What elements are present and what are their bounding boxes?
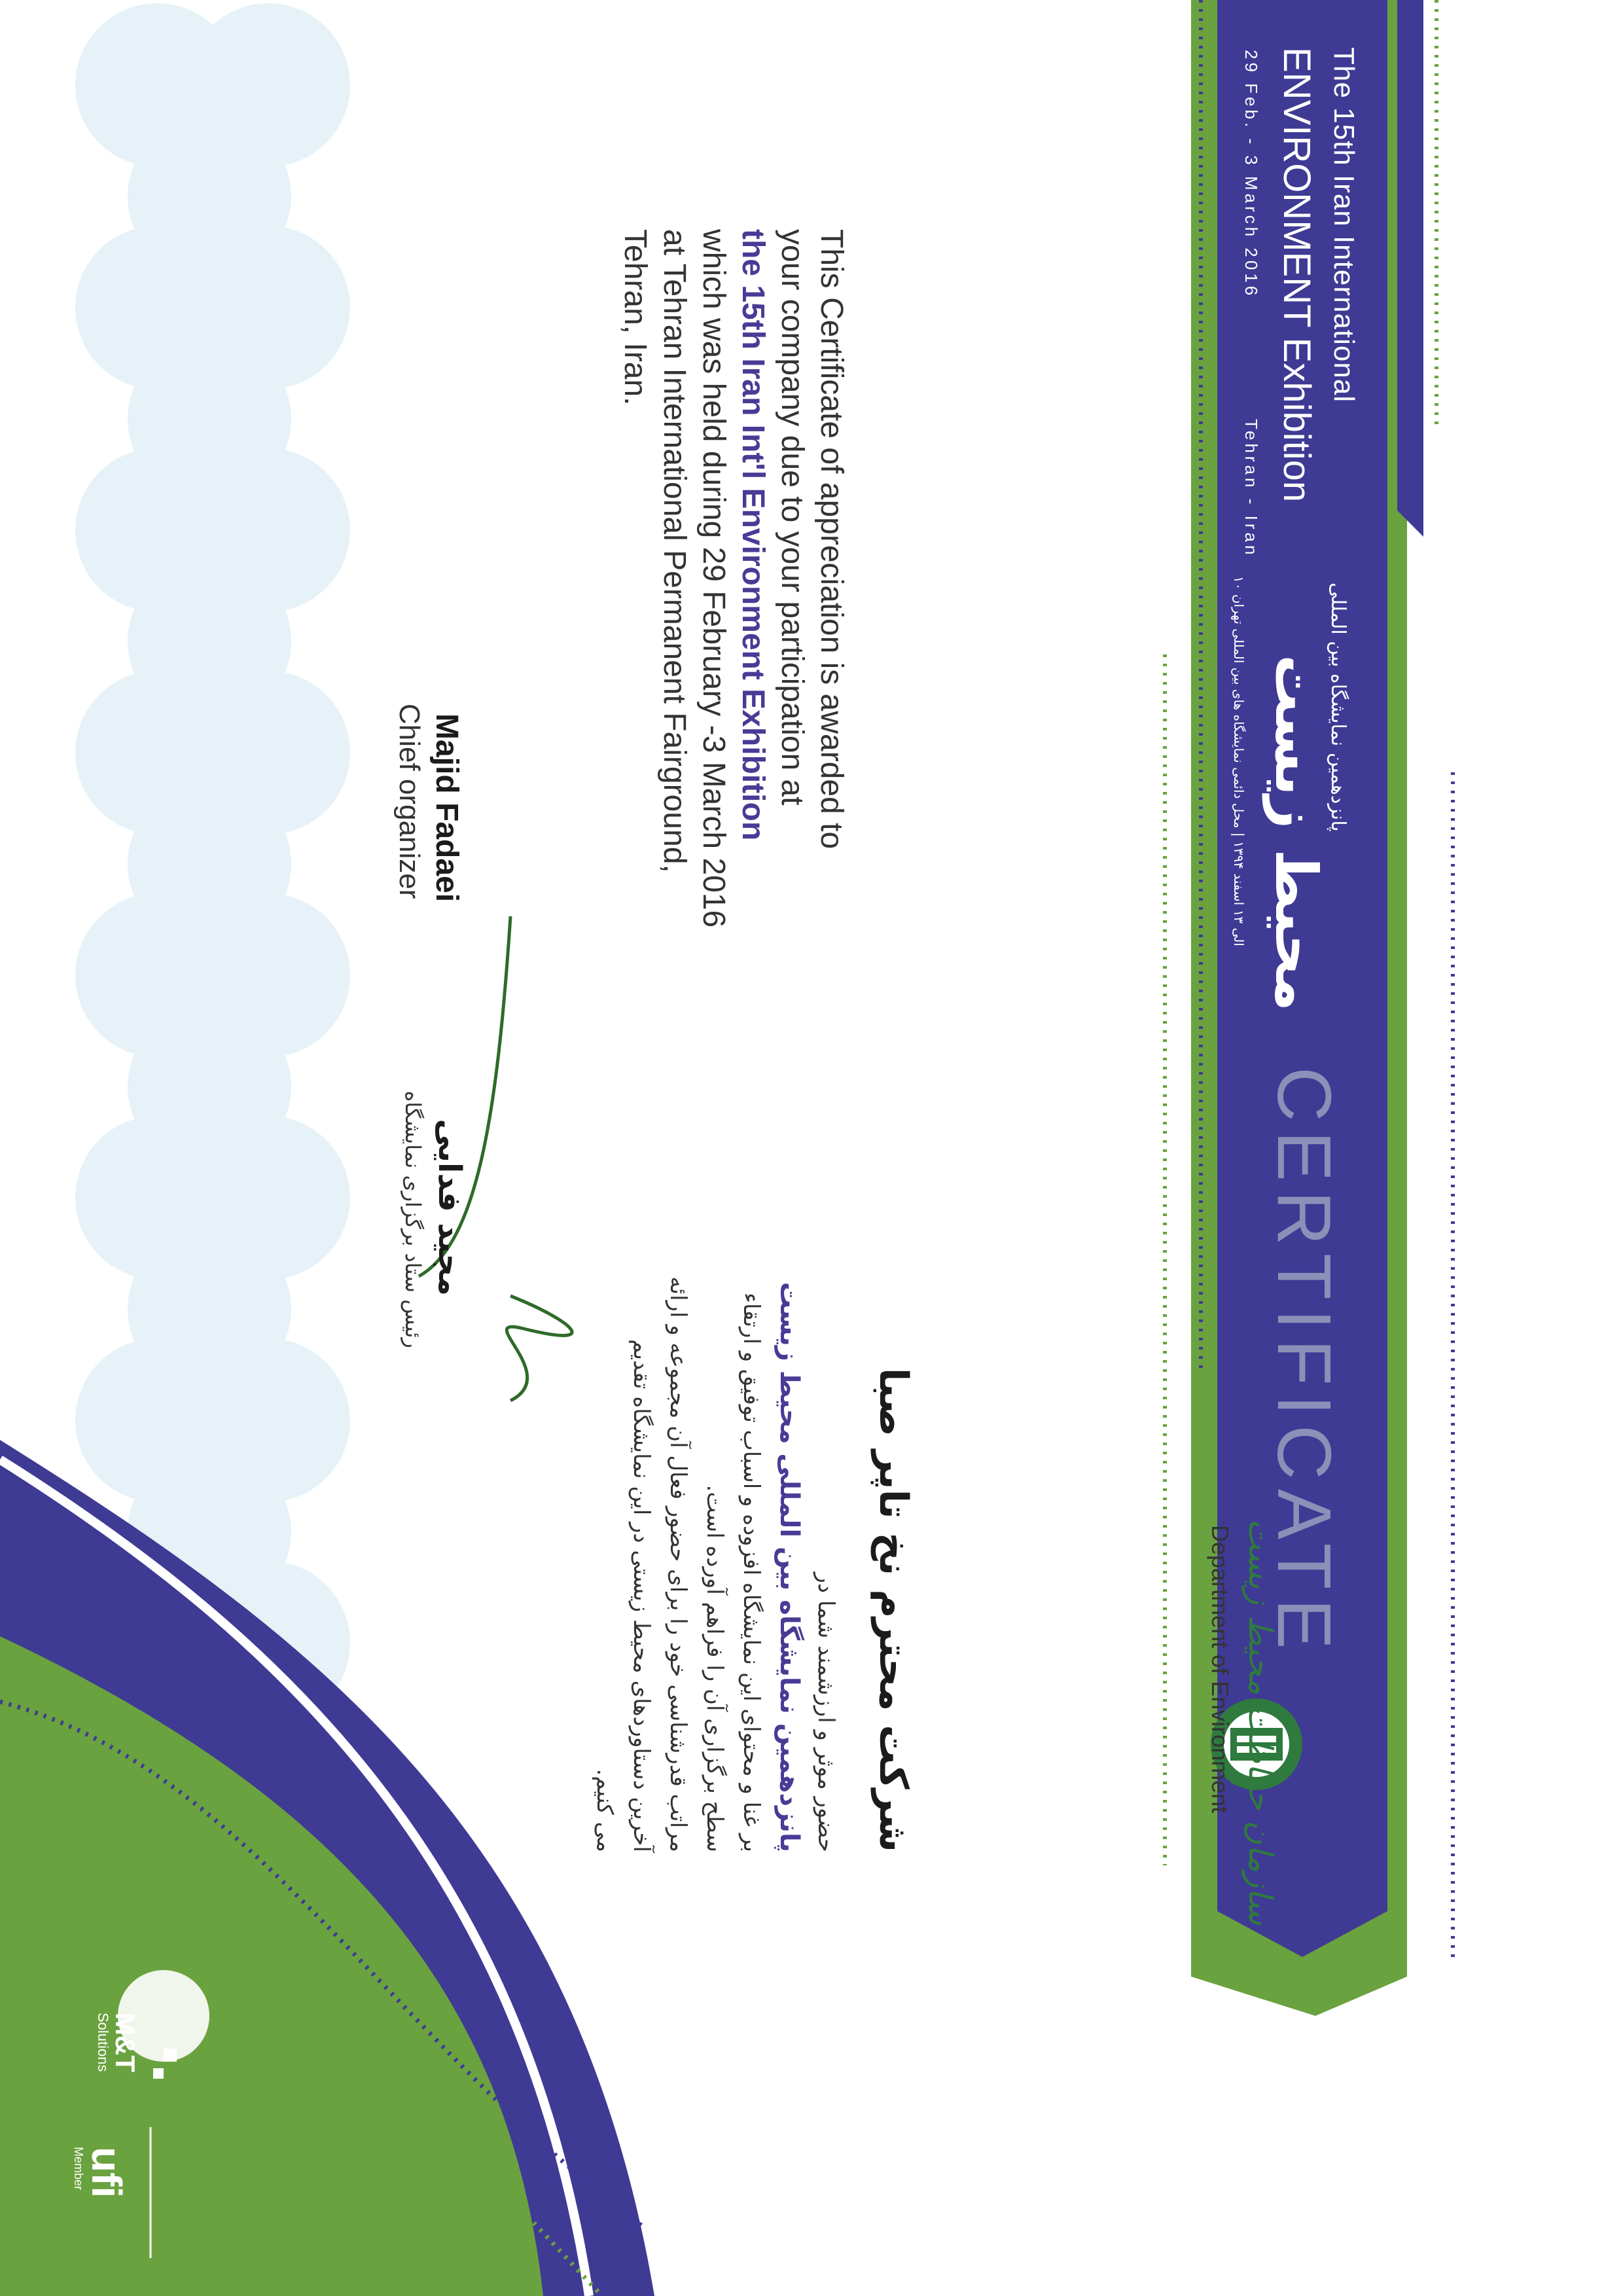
banner-fa-dates: ۱۰ الی ۱۳ اسفند ۱۳۹۴ | محل دائمی نمایشگاه های بین المللی تهران [1231,576,1247,946]
mt-logo-square-1 [164,2049,177,2062]
persian-line-highlight: پانزدهمین نمایشگاه بین المللی محیط زیست [774,1282,804,1852]
mt-solutions-label: Solutions [95,2013,111,2072]
banner-dates: 29 Feb. - 3 March 2016 [1241,50,1261,299]
signer-name-en: Majid Fadaei [429,713,464,903]
signer-title-fa: رئیس ستاد برگزاری نمایشگاه [401,1090,425,1348]
signer-name-fa: مجید فدایی [431,1119,468,1296]
banner-title-line2: ENVIRONMENT Exhibition [1275,47,1318,503]
certificate-heading: CERTIFICATE [1262,1067,1347,1659]
department-name-en: Department of Environment [1207,1525,1234,1814]
persian-heading: شرکت محترم نخ تاپر صبا [870,1367,916,1852]
persian-body [586,1001,916,1852]
english-line: at Tehran International Permanent Fairground, [657,229,692,873]
department-name-fa: سازمان حفاظت محیط زیست [1241,1518,1279,1926]
ufi-member-label: Member [72,2147,85,2191]
ufi-logo: ufi [83,2147,130,2198]
signer-title-en: Chief organizer [393,704,425,899]
persian-line: می کنیم. [592,1768,618,1852]
english-line-highlight: the 15th Iran Int'l Environment Exhibition [736,229,770,841]
english-line: Tehran, Iran. [618,229,652,406]
mt-logo-square-2 [153,2068,164,2079]
persian-line: حضور موثر و ارزشمند شما در [813,1572,839,1852]
banner-fa-title: محیط زیست [1262,655,1330,1012]
banner-place: Tehran - Iran [1241,419,1261,558]
persian-line: بر غنا و محتوای این نمایشگاه افزوده و اسباب توفیق و ارتقاء [738,1293,764,1852]
persian-line: مراتب قدرشناسی خود را برای حضور فعال آن مجموعه و ارائه [665,1276,691,1852]
english-line: your company due to your participation at [775,229,810,806]
banner-fa-subtitle: پانزدهمین نمایشگاه بین المللی [1327,583,1349,832]
banner-purple-top-stripe [1397,0,1423,537]
mt-logo: M&T [110,2013,141,2072]
persian-line: سطح برگزاری آن را فراهم آورده است. [702,1484,728,1852]
english-line: This Certificate of appreciation is awarded to [814,229,849,850]
persian-line: آخرین دستاوردهای محیط زیستی در این نمایشگاه تقدیم [628,1338,654,1852]
english-body [615,229,851,949]
banner-title-line1: The 15th Iran International [1328,47,1360,403]
english-line: which was held during 29 February -3 March 2016 [696,229,731,928]
